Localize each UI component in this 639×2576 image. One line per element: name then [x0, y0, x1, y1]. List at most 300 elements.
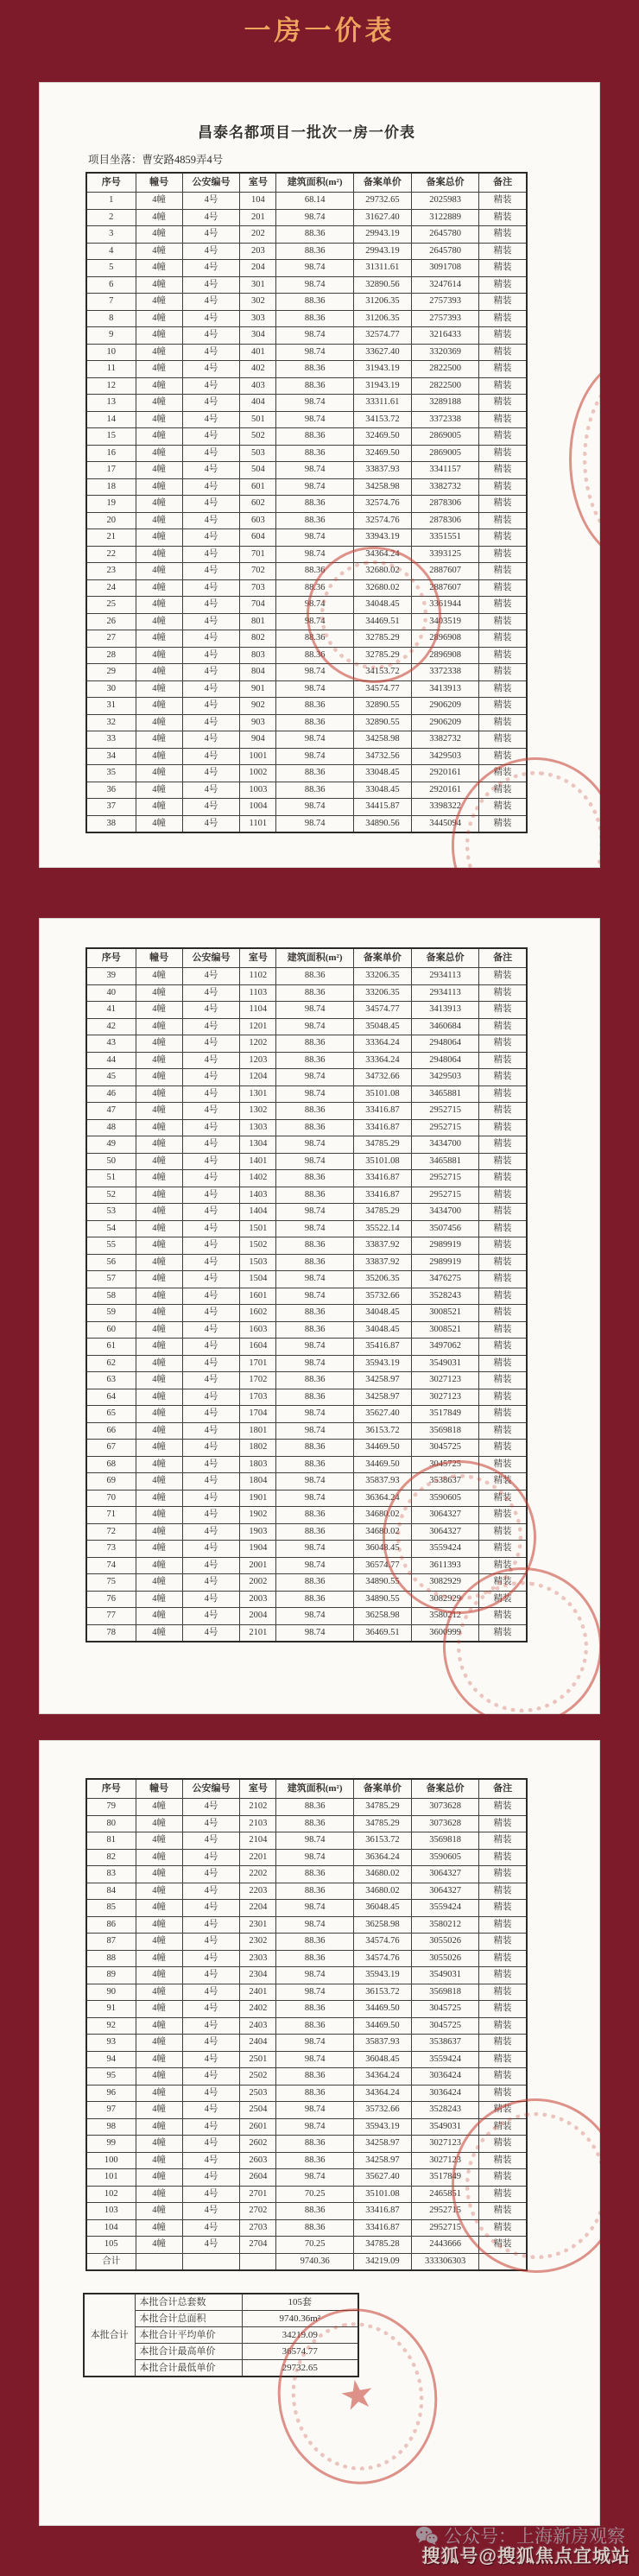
cell: 精装: [479, 1103, 527, 1120]
cell: 2757393: [411, 310, 479, 327]
table-row: [86, 1574, 527, 1592]
cell: 4幢: [136, 748, 182, 765]
cell: 4号: [182, 344, 240, 361]
summary-group-label: 本批合计: [84, 2294, 135, 2377]
cell: 精装: [479, 765, 527, 782]
cell: 3045725: [411, 2017, 479, 2035]
cell: 35732.66: [354, 1288, 412, 1305]
cell: 精装: [479, 1934, 527, 1951]
cell: 601: [240, 478, 276, 496]
cell: 2204: [240, 1900, 276, 1917]
cell: 98.74: [276, 799, 354, 816]
cell: 98.74: [276, 276, 354, 294]
cell: 36258.98: [354, 1916, 412, 1934]
table-row: [86, 714, 527, 731]
cell: 1404: [240, 1204, 276, 1221]
cell: 34574.77: [354, 680, 412, 698]
cell: 4号: [182, 1321, 240, 1339]
cell: 4幢: [136, 395, 182, 412]
cell: 3008521: [411, 1305, 479, 1322]
table-row: [86, 597, 527, 614]
cell: 96: [86, 2085, 136, 2102]
cell: 4号: [182, 1934, 240, 1951]
cell: 4幢: [136, 1103, 182, 1120]
cell: 3517849: [411, 2169, 479, 2187]
table-row: [86, 361, 527, 378]
cell: 4幢: [136, 1406, 182, 1423]
cell: 4号: [182, 1389, 240, 1406]
cell: 精装: [479, 782, 527, 799]
cell: 34364.24: [354, 546, 412, 563]
cell: 精装: [479, 815, 527, 832]
cell: 33416.87: [354, 1187, 412, 1204]
table-row: [86, 1523, 527, 1541]
cell: 33416.87: [354, 1119, 412, 1136]
table-row: [86, 462, 527, 479]
cell: 98.74: [276, 395, 354, 412]
cell: 4号: [182, 1984, 240, 2001]
summary-value: 105套: [242, 2294, 358, 2311]
cell: 4号: [182, 529, 240, 547]
cell: 88.36: [276, 1866, 354, 1883]
cell: 503: [240, 445, 276, 462]
cell: 精装: [479, 1237, 527, 1255]
table-row: [86, 698, 527, 715]
cell: 4号: [182, 1187, 240, 1204]
cell: 702: [240, 563, 276, 580]
cell: 98.74: [276, 411, 354, 428]
cell: 4幢: [136, 1490, 182, 1507]
cell: 88.36: [276, 1052, 354, 1069]
cell: 4幢: [136, 968, 182, 985]
cell: 3569818: [411, 1832, 479, 1850]
cell: 2202: [240, 1866, 276, 1883]
cell: 4幢: [136, 2219, 182, 2237]
cell: 精装: [479, 327, 527, 345]
cell: 4号: [182, 1052, 240, 1069]
table-row: [86, 1103, 527, 1120]
summary-label: 本批合计最高单价: [135, 2344, 242, 2360]
cell: 34258.97: [354, 2136, 412, 2153]
cell: 92: [86, 2017, 136, 2035]
cell: 1303: [240, 1119, 276, 1136]
cell: 1802: [240, 1440, 276, 1457]
cell: 89: [86, 1967, 136, 1984]
cell: 98.74: [276, 2118, 354, 2136]
cell: 98.74: [276, 1220, 354, 1237]
cell: 4号: [182, 2102, 240, 2119]
cell: 98.74: [276, 1832, 354, 1850]
cell: 3476275: [411, 1271, 479, 1288]
cell: 104: [240, 193, 276, 210]
cell: 4号: [182, 361, 240, 378]
cell: 80: [86, 1815, 136, 1832]
cell: 79: [86, 1799, 136, 1816]
cell: 2103: [240, 1815, 276, 1832]
cell: 4幢: [136, 478, 182, 496]
cell: 98.74: [276, 546, 354, 563]
cell: 4号: [182, 1288, 240, 1305]
cell: 4号: [182, 1136, 240, 1154]
cell: 1203: [240, 1052, 276, 1069]
cell: 501: [240, 411, 276, 428]
cell: 59: [86, 1305, 136, 1322]
cell: 88.36: [276, 2085, 354, 2102]
cell: 34574.76: [354, 1950, 412, 1967]
cell: 402: [240, 361, 276, 378]
cell: 精装: [479, 1339, 527, 1356]
cell: 3465881: [411, 1085, 479, 1103]
cell: 精装: [479, 529, 527, 547]
cell: 3082929: [411, 1574, 479, 1592]
cell: 34258.98: [354, 731, 412, 749]
cell: 34680.02: [354, 1866, 412, 1883]
cell: 98.74: [276, 680, 354, 698]
cell: 4号: [182, 698, 240, 715]
cell: 3580212: [411, 1916, 479, 1934]
cell: 4幢: [136, 1288, 182, 1305]
cell: 4号: [182, 2203, 240, 2220]
table-row: [86, 630, 527, 648]
cell: 29: [86, 664, 136, 681]
cell: 精装: [479, 2219, 527, 2237]
cell: 4幢: [136, 1832, 182, 1850]
cell: 98.74: [276, 1069, 354, 1086]
cell: 504: [240, 462, 276, 479]
cell: 1103: [240, 984, 276, 1002]
cell: 34469.50: [354, 1440, 412, 1457]
cell: 34785.29: [354, 1204, 412, 1221]
cell: 2443666: [411, 2237, 479, 2254]
cell: 3528243: [411, 2102, 479, 2119]
cell: 2952715: [411, 1119, 479, 1136]
cell: 4号: [182, 1372, 240, 1389]
cell: 202: [240, 226, 276, 244]
cell: 703: [240, 579, 276, 597]
cell: 精装: [479, 496, 527, 513]
cell: 4幢: [136, 1934, 182, 1951]
cell: 3538637: [411, 1473, 479, 1491]
cell: 48: [86, 1119, 136, 1136]
column-header: 备案单价: [354, 948, 412, 968]
cell: 4幢: [136, 613, 182, 630]
cell: 4幢: [136, 1900, 182, 1917]
cell: 803: [240, 647, 276, 664]
cell: 88.36: [276, 1237, 354, 1255]
table-row: [86, 2203, 527, 2220]
cell: 88.36: [276, 1035, 354, 1053]
cell: 4号: [182, 478, 240, 496]
table-row: [86, 546, 527, 563]
cell: 2887607: [411, 563, 479, 580]
table-row: [86, 1490, 527, 1507]
cell: 32890.55: [354, 714, 412, 731]
cell: 4号: [182, 260, 240, 277]
cell: 33837.93: [354, 462, 412, 479]
cell: 88.36: [276, 2203, 354, 2220]
scan-page-3: [39, 1740, 600, 2526]
cell: 32469.50: [354, 428, 412, 446]
cell: 1704: [240, 1406, 276, 1423]
cell: 29732.65: [354, 193, 412, 210]
cell: 4号: [182, 1018, 240, 1035]
cell: 4幢: [136, 1271, 182, 1288]
cell: 100: [86, 2152, 136, 2169]
cell: 88.36: [276, 1507, 354, 1524]
cell: 2025983: [411, 193, 479, 210]
cell: 98.74: [276, 1541, 354, 1558]
cell: 81: [86, 1832, 136, 1850]
table-row: [86, 411, 527, 428]
cell: 35943.19: [354, 2118, 412, 2136]
cell: 3341157: [411, 462, 479, 479]
cell: 4号: [182, 1204, 240, 1221]
cell: 4号: [182, 2136, 240, 2153]
cell: 4号: [182, 714, 240, 731]
cell: 4号: [182, 664, 240, 681]
cell: 3361944: [411, 597, 479, 614]
cell: 4号: [182, 2237, 240, 2254]
cell: 4幢: [136, 344, 182, 361]
cell: 4幢: [136, 1541, 182, 1558]
table-row: [86, 1136, 527, 1154]
cell: 4幢: [136, 2001, 182, 2018]
table-row: [86, 1406, 527, 1423]
cell: 61: [86, 1339, 136, 1356]
cell: 4号: [182, 1523, 240, 1541]
cell: 4幢: [136, 1507, 182, 1524]
cell: 14: [86, 411, 136, 428]
cell: 33364.24: [354, 1052, 412, 1069]
cell: 904: [240, 731, 276, 749]
cell: 98.74: [276, 260, 354, 277]
cell: 36048.45: [354, 2051, 412, 2068]
cell: 33048.45: [354, 782, 412, 799]
cell: 36048.45: [354, 1541, 412, 1558]
cell: 88.36: [276, 1950, 354, 1967]
cell: 98.74: [276, 1339, 354, 1356]
cell: 35522.14: [354, 1220, 412, 1237]
cell: 4幢: [136, 1591, 182, 1608]
cell: 3538637: [411, 2035, 479, 2052]
cell: 精装: [479, 1372, 527, 1389]
cell: 4号: [182, 1473, 240, 1491]
cell: 精装: [479, 1136, 527, 1154]
cell: 88.36: [276, 1119, 354, 1136]
cell: 3082929: [411, 1591, 479, 1608]
cell: 2952715: [411, 1187, 479, 1204]
cell: 98.74: [276, 748, 354, 765]
cell: 1901: [240, 1490, 276, 1507]
cell: 88.36: [276, 714, 354, 731]
cell: 34785.28: [354, 2237, 412, 2254]
cell: 98.74: [276, 1984, 354, 2001]
cell: 3580212: [411, 1608, 479, 1625]
cell: 4幢: [136, 1085, 182, 1103]
cell: 4幢: [136, 2136, 182, 2153]
cell: 2504: [240, 2102, 276, 2119]
cell: 34890.55: [354, 1574, 412, 1592]
cell: 精装: [479, 613, 527, 630]
cell: 4号: [182, 1815, 240, 1832]
cell: 4号: [182, 2169, 240, 2187]
cell: 33627.40: [354, 344, 412, 361]
cell: 19: [86, 496, 136, 513]
table-row: [86, 782, 527, 799]
cell: 4幢: [136, 529, 182, 547]
table-row: [86, 243, 527, 260]
cell: 83: [86, 1866, 136, 1883]
cell: 36364.24: [354, 1490, 412, 1507]
cell: 4号: [182, 1916, 240, 1934]
cell: 35416.87: [354, 1339, 412, 1356]
cell: 4号: [182, 1883, 240, 1900]
cell: 4幢: [136, 546, 182, 563]
cell: 精装: [479, 630, 527, 648]
column-header: 建筑面积(m²): [276, 1779, 354, 1799]
cell: 35206.35: [354, 1271, 412, 1288]
cell: 4号: [182, 310, 240, 327]
cell: 74: [86, 1557, 136, 1574]
cell: 1: [86, 193, 136, 210]
cell: 34574.77: [354, 1002, 412, 1019]
cell: 精装: [479, 1608, 527, 1625]
cell: 4号: [182, 1305, 240, 1322]
cell: 34732.66: [354, 1069, 412, 1086]
cell: [182, 2253, 240, 2270]
column-header: 建筑面积(m²): [276, 173, 354, 193]
cell: 4幢: [136, 2186, 182, 2203]
cell: 3073628: [411, 1815, 479, 1832]
cell: 精装: [479, 647, 527, 664]
cell: 26: [86, 613, 136, 630]
cell: 精装: [479, 698, 527, 715]
cell: 4号: [182, 968, 240, 985]
cell: 3027123: [411, 1389, 479, 1406]
cell: 4号: [182, 327, 240, 345]
cell: 4幢: [136, 209, 182, 226]
header-row: [86, 948, 527, 968]
cell: 105: [86, 2237, 136, 2254]
cell: 62: [86, 1355, 136, 1372]
cell: 1302: [240, 1103, 276, 1120]
cell: 2701: [240, 2186, 276, 2203]
cell: 98.74: [276, 1849, 354, 1866]
cell: 2601: [240, 2118, 276, 2136]
cell: 4号: [182, 579, 240, 597]
cell: 3055026: [411, 1934, 479, 1951]
table-row: [86, 1950, 527, 1967]
column-header: 室号: [240, 948, 276, 968]
cell: 4号: [182, 1967, 240, 1984]
summary-label: 本批合计总面积: [135, 2311, 242, 2327]
cell: 精装: [479, 260, 527, 277]
cell: 32785.29: [354, 647, 412, 664]
cell: 82: [86, 1849, 136, 1866]
cell: 精装: [479, 478, 527, 496]
cell: 36153.72: [354, 1832, 412, 1850]
table-row: [86, 310, 527, 327]
cell: 33416.87: [354, 1170, 412, 1187]
cell: 4幢: [136, 1237, 182, 1255]
cell: 31627.40: [354, 209, 412, 226]
cell: 403: [240, 377, 276, 395]
table-row: [86, 1832, 527, 1850]
cell: 2603: [240, 2152, 276, 2169]
cell: 1703: [240, 1389, 276, 1406]
cell: 精装: [479, 1035, 527, 1053]
cell: 70: [86, 1490, 136, 1507]
table-row: [86, 344, 527, 361]
cell: 98.74: [276, 1153, 354, 1170]
cell: 39: [86, 968, 136, 985]
cell: 4号: [182, 445, 240, 462]
cell: 4幢: [136, 1372, 182, 1389]
cell: 4幢: [136, 1950, 182, 1967]
cell: 88.36: [276, 1440, 354, 1457]
table-row: [86, 799, 527, 816]
cell: 2989919: [411, 1237, 479, 1255]
cell: 3549031: [411, 2118, 479, 2136]
cell: 4幢: [136, 647, 182, 664]
cell: 4幢: [136, 2102, 182, 2119]
cell: 88.36: [276, 1574, 354, 1592]
table-row: [86, 1018, 527, 1035]
cell: 98: [86, 2118, 136, 2136]
cell: 4号: [182, 1574, 240, 1592]
cell: 4幢: [136, 512, 182, 529]
cell: 4号: [182, 462, 240, 479]
cell: 97: [86, 2102, 136, 2119]
cell: 4号: [182, 1608, 240, 1625]
column-header: 备注: [479, 173, 527, 193]
cell: 2502: [240, 2068, 276, 2085]
cell: 4幢: [136, 193, 182, 210]
cell: 1102: [240, 968, 276, 985]
cell: 33206.35: [354, 984, 412, 1002]
cell: 2201: [240, 1849, 276, 1866]
cell: 3497062: [411, 1339, 479, 1356]
table-row: [86, 984, 527, 1002]
table-row: [86, 1204, 527, 1221]
cell: 4号: [182, 1339, 240, 1356]
cell: 2920161: [411, 765, 479, 782]
cell: 98.74: [276, 1271, 354, 1288]
cell: 4幢: [136, 2237, 182, 2254]
cell: 31943.19: [354, 377, 412, 395]
cell: 4号: [182, 1541, 240, 1558]
cell: 4幢: [136, 1608, 182, 1625]
cell: 88.36: [276, 765, 354, 782]
cell: 4号: [182, 1799, 240, 1816]
cell: 精装: [479, 1271, 527, 1288]
cell: 88.36: [276, 647, 354, 664]
cell: 41: [86, 1002, 136, 1019]
cell: 34469.51: [354, 613, 412, 630]
scan-page-2: [39, 918, 600, 1714]
cell: 4号: [182, 1950, 240, 1967]
cell: 98.74: [276, 1916, 354, 1934]
table-row: [86, 1849, 527, 1866]
cell: 1804: [240, 1473, 276, 1491]
cell: 88.36: [276, 968, 354, 985]
cell: 23: [86, 563, 136, 580]
summary-label: 本批合计最低单价: [135, 2360, 242, 2377]
cell: 98.74: [276, 1473, 354, 1491]
table-row: [86, 1422, 527, 1440]
cell: 精装: [479, 1507, 527, 1524]
cell: 34153.72: [354, 411, 412, 428]
